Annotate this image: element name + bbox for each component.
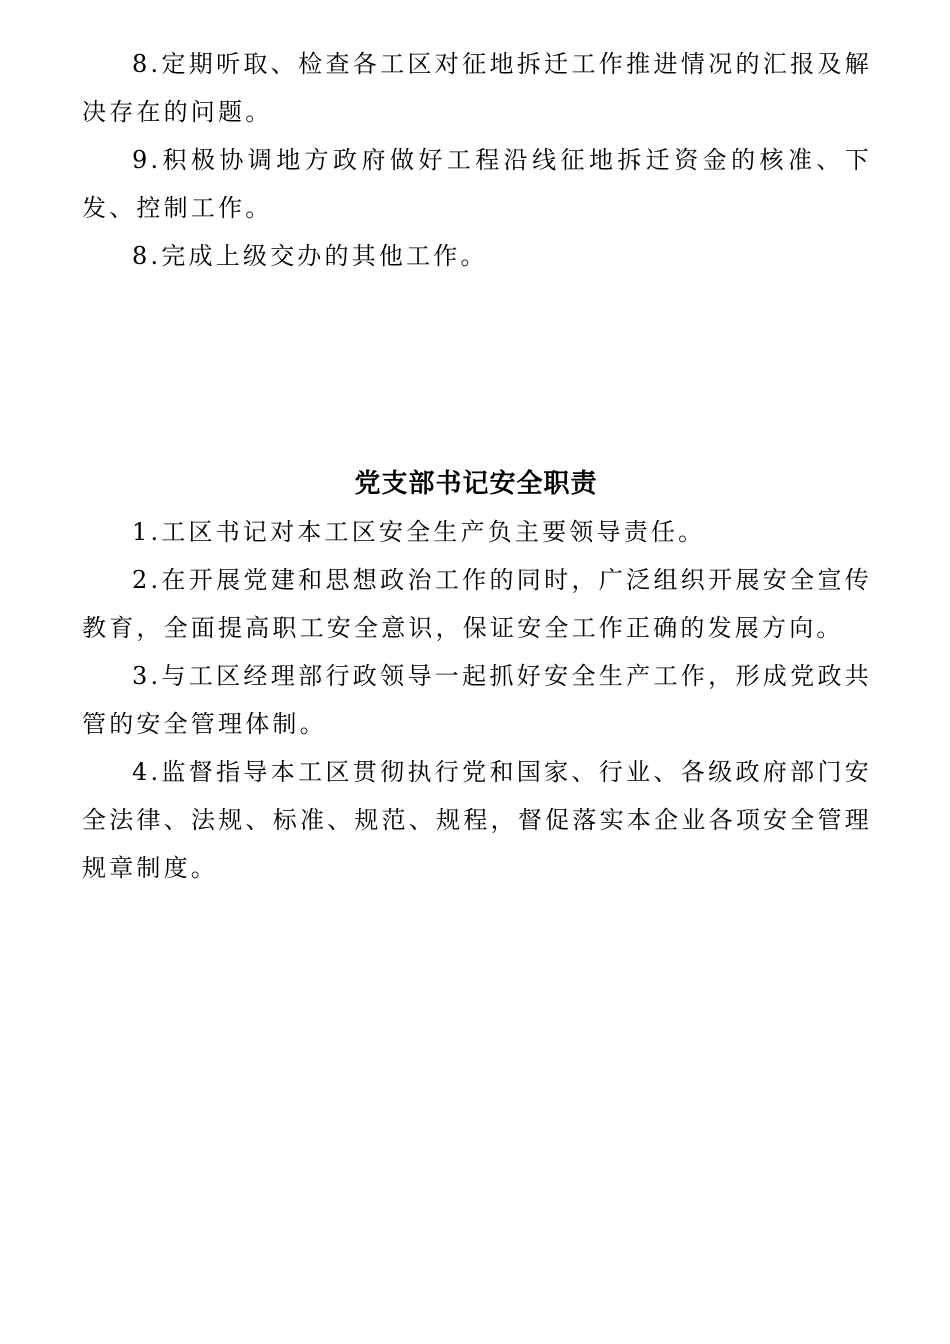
duty-item-other-work: 8.完成上级交办的其他工作。 bbox=[132, 242, 488, 270]
party-secretary-duties-section bbox=[82, 508, 872, 892]
secretary-duty-item-2: 2.在开展党建和思想政治工作的同时，广泛组织开展安全宣传教育，全面提高职工安全意识，保证安全工作正确的发展方向。 bbox=[82, 566, 872, 642]
duty-item-8-report: 8.定期听取、检查各工区对征地拆迁工作推进情况的汇报及解决存在的问题。 bbox=[82, 50, 872, 126]
secretary-duty-item-3: 3.与工区经理部行政领导一起抓好安全生产工作，形成党政共管的安全管理体制。 bbox=[82, 662, 872, 738]
secretary-duty-item-1: 1.工区书记对本工区安全生产负主要领导责任。 bbox=[132, 518, 706, 546]
duties-section-continued bbox=[82, 40, 872, 280]
section-title: 党支部书记安全职责 bbox=[354, 469, 598, 499]
duty-item-9-funds: 9.积极协调地方政府做好工程沿线征地拆迁资金的核准、下发、控制工作。 bbox=[82, 146, 872, 222]
secretary-duty-item-4: 4.监督指导本工区贯彻执行党和国家、行业、各级政府部门安全法律、法规、标准、规范、规程，督促落实本企业各项安全管理规章制度。 bbox=[82, 758, 872, 882]
